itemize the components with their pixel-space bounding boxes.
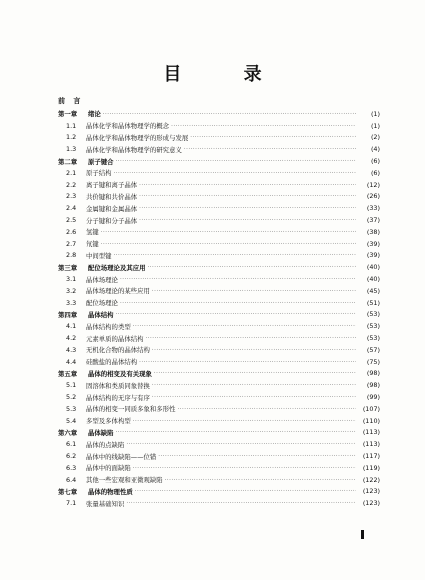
toc-entry-label: 晶体化学和晶体物理学的概念 bbox=[86, 122, 170, 131]
toc-entry-label: 离子键和离子晶体 bbox=[86, 181, 138, 190]
toc-entry-page: (6) bbox=[370, 157, 380, 166]
dot-leader bbox=[152, 288, 356, 294]
toc-entry-page: (26) bbox=[366, 192, 380, 201]
toc-entry-label: 无机化合物的晶体结构 bbox=[86, 346, 150, 355]
toc-entry-label: 配位场理论 bbox=[86, 299, 118, 308]
dot-leader bbox=[116, 429, 356, 435]
margin-mark bbox=[361, 530, 364, 539]
toc-entry-label: 原子结构 bbox=[86, 169, 112, 178]
toc-section-row[interactable] bbox=[58, 344, 380, 356]
toc-section-row[interactable] bbox=[58, 285, 380, 297]
toc-section-row[interactable] bbox=[58, 474, 380, 486]
toc-entry-label: 分子键和分子晶体 bbox=[86, 216, 138, 225]
toc-entry-page: (123) bbox=[362, 487, 380, 496]
toc-entry-number: 2.4 bbox=[66, 204, 77, 213]
toc-entry-page: (39) bbox=[366, 239, 380, 248]
toc-entry-page: (99) bbox=[366, 393, 380, 402]
toc-entry-number: 第七章 bbox=[58, 487, 78, 496]
toc-section-row[interactable] bbox=[58, 179, 380, 191]
preface-heading: 前 言 bbox=[58, 97, 84, 105]
dot-leader bbox=[171, 123, 356, 129]
toc-entry-number: 2.7 bbox=[66, 239, 77, 248]
toc-chapter-row[interactable] bbox=[58, 155, 380, 167]
toc-entry-page: (53) bbox=[366, 322, 380, 331]
toc-entry-number: 5.1 bbox=[66, 381, 77, 390]
dot-leader bbox=[114, 170, 356, 176]
dot-leader bbox=[135, 488, 356, 494]
toc-entry-label: 晶体结构的类型 bbox=[86, 322, 131, 331]
dot-leader bbox=[152, 394, 356, 400]
toc-entry-page: (113) bbox=[362, 440, 380, 449]
toc-section-row[interactable] bbox=[58, 238, 380, 250]
toc-entry-label: 金属键和金属晶体 bbox=[86, 204, 138, 213]
dot-leader bbox=[139, 205, 356, 211]
toc-entry-label: 硅酸盐的晶体结构 bbox=[86, 358, 138, 367]
dot-leader bbox=[101, 241, 356, 247]
toc-entry-page: (40) bbox=[366, 275, 380, 284]
toc-section-row[interactable] bbox=[58, 297, 380, 309]
toc-entry-label: 氘键 bbox=[86, 240, 99, 249]
toc-section-row[interactable] bbox=[58, 167, 380, 179]
toc-entry-page: (117) bbox=[362, 452, 380, 460]
toc-entry-number: 第二章 bbox=[58, 157, 78, 166]
toc-chapter-row[interactable] bbox=[58, 486, 380, 498]
toc-entry-number: 7.1 bbox=[66, 499, 77, 508]
dot-leader bbox=[133, 323, 356, 329]
toc-entry-page: (98) bbox=[366, 369, 380, 378]
toc-entry-number: 2.6 bbox=[66, 227, 77, 236]
dot-leader bbox=[184, 146, 356, 152]
toc-entry-page: (38) bbox=[366, 227, 380, 236]
dot-leader bbox=[116, 311, 356, 317]
toc-entry-page: (1) bbox=[370, 109, 380, 118]
toc-entry-label: 其他一些宏观和亚微观缺陷 bbox=[86, 476, 163, 485]
dot-leader bbox=[133, 465, 356, 471]
toc-entry-page: (122) bbox=[362, 475, 380, 484]
dot-leader bbox=[148, 264, 356, 270]
dot-leader bbox=[152, 382, 356, 388]
toc-entry-label: 固溶体和类质同象替换 bbox=[86, 381, 150, 390]
toc-section-row[interactable] bbox=[58, 379, 380, 391]
page-title: 目 录 bbox=[163, 64, 290, 85]
toc-entry-page: (119) bbox=[362, 463, 380, 472]
dot-leader bbox=[139, 193, 356, 199]
toc-entry-page: (4) bbox=[370, 145, 380, 154]
dot-leader bbox=[103, 111, 356, 117]
toc-entry-number: 3.3 bbox=[66, 298, 77, 307]
toc-section-row[interactable] bbox=[58, 462, 380, 474]
toc-entry-number: 4.1 bbox=[66, 322, 77, 331]
dot-leader bbox=[139, 359, 356, 365]
toc-chapter-row[interactable] bbox=[58, 261, 380, 273]
toc-section-row[interactable] bbox=[58, 132, 380, 144]
toc-entry-page: (40) bbox=[366, 263, 380, 272]
toc-entry-page: (107) bbox=[362, 404, 380, 413]
toc-entry-number: 1.2 bbox=[66, 133, 77, 142]
toc-section-row[interactable] bbox=[58, 497, 380, 509]
toc-entry-number: 3.1 bbox=[66, 275, 77, 284]
toc-entry-label: 晶体的相变一同质多象和多形性 bbox=[86, 405, 176, 414]
toc-entries bbox=[58, 108, 380, 509]
toc-entry-page: (123) bbox=[362, 499, 380, 508]
dot-leader bbox=[133, 418, 356, 424]
toc-section-row[interactable] bbox=[58, 250, 380, 262]
toc-section-row[interactable] bbox=[58, 120, 380, 132]
toc-entry-number: 5.4 bbox=[66, 416, 77, 425]
toc-entry-number: 第四章 bbox=[58, 310, 78, 319]
toc-entry-number: 1.1 bbox=[66, 121, 77, 130]
toc-entry-label: 晶体化学和晶体物理学的研究意义 bbox=[86, 145, 182, 154]
toc-entry-number: 3.2 bbox=[66, 286, 77, 295]
toc-entry-number: 2.1 bbox=[66, 168, 77, 177]
toc-chapter-row[interactable] bbox=[58, 427, 380, 439]
toc-entry-label: 晶体的点缺陷 bbox=[86, 440, 125, 449]
toc-entry-label: 元素单质的晶体结构 bbox=[86, 334, 144, 343]
toc-entry-number: 6.3 bbox=[66, 463, 77, 472]
toc-section-row[interactable] bbox=[58, 214, 380, 226]
toc-entry-page: (53) bbox=[366, 334, 380, 343]
toc-entry-label: 氢键 bbox=[86, 228, 99, 237]
toc-entry-label: 中间型键 bbox=[86, 251, 112, 260]
toc-entry-page: (75) bbox=[366, 357, 380, 366]
toc-entry-number: 5.3 bbox=[66, 404, 77, 413]
toc-entry-number: 第六章 bbox=[58, 428, 78, 437]
dot-leader bbox=[101, 229, 356, 235]
toc-section-row[interactable] bbox=[58, 143, 380, 155]
toc-entry-page: (1) bbox=[370, 121, 380, 130]
toc-section-row[interactable] bbox=[58, 320, 380, 332]
toc-entry-label: 多型及多体构型 bbox=[86, 417, 131, 426]
toc-entry-page: (51) bbox=[366, 298, 380, 307]
dot-leader bbox=[126, 500, 356, 506]
toc-entry-number: 第一章 bbox=[58, 110, 78, 119]
toc-entry-label: 晶体的相变及有关现象 bbox=[88, 369, 152, 378]
toc-entry-label: 晶体化学和晶体物理学的形成与发展 bbox=[86, 133, 189, 142]
toc-entry-page: (57) bbox=[366, 345, 380, 354]
dot-leader bbox=[114, 252, 356, 258]
dot-leader bbox=[154, 370, 356, 376]
dot-leader bbox=[158, 453, 356, 459]
toc-entry-label: 原子键合 bbox=[88, 157, 114, 166]
toc-entry-page: (2) bbox=[370, 133, 380, 142]
toc-section-row[interactable] bbox=[58, 450, 380, 462]
toc-section-row[interactable] bbox=[58, 391, 380, 403]
dot-leader bbox=[139, 217, 356, 223]
toc-entry-page: (98) bbox=[366, 381, 380, 390]
toc-entry-number: 6.1 bbox=[66, 440, 77, 449]
toc-entry-page: (53) bbox=[366, 310, 380, 319]
toc-entry-number: 4.4 bbox=[66, 357, 77, 366]
toc-section-row[interactable] bbox=[58, 191, 380, 203]
toc-section-row[interactable] bbox=[58, 438, 380, 450]
toc-entry-label: 晶体中的面缺陷 bbox=[86, 464, 131, 473]
toc-entry-label: 张量基础知识 bbox=[86, 499, 125, 508]
toc-entry-number: 5.2 bbox=[66, 393, 77, 402]
toc-entry-number: 第三章 bbox=[58, 263, 78, 272]
dot-leader bbox=[152, 347, 356, 353]
toc-entry-label: 晶体结构 bbox=[88, 310, 114, 319]
toc-section-row[interactable] bbox=[58, 356, 380, 368]
toc-entry-label: 晶体中的线缺陷——位错 bbox=[86, 452, 157, 461]
toc-entry-number: 第五章 bbox=[58, 369, 78, 378]
toc-section-row[interactable] bbox=[58, 273, 380, 285]
toc-section-row[interactable] bbox=[58, 415, 380, 427]
toc-entry-page: (33) bbox=[366, 204, 380, 213]
toc-entry-page: (45) bbox=[366, 286, 380, 295]
toc-entry-number: 4.2 bbox=[66, 334, 77, 343]
table-of-contents bbox=[58, 96, 380, 509]
toc-entry-label: 绪论 bbox=[88, 110, 101, 119]
toc-entry-number: 2.3 bbox=[66, 192, 77, 201]
toc-entry-label: 晶体缺陷 bbox=[88, 428, 114, 437]
toc-entry-number: 6.4 bbox=[66, 475, 77, 484]
dot-leader bbox=[116, 158, 356, 164]
dot-leader bbox=[120, 276, 356, 282]
toc-entry-label: 晶体的物理性质 bbox=[88, 487, 133, 496]
toc-chapter-row[interactable] bbox=[58, 309, 380, 321]
dot-leader bbox=[190, 134, 356, 140]
dot-leader bbox=[165, 477, 356, 483]
toc-entry-number: 1.3 bbox=[66, 145, 77, 154]
toc-entry-label: 共价键和共价晶体 bbox=[86, 192, 138, 201]
dot-leader bbox=[120, 300, 356, 306]
toc-entry-page: (12) bbox=[366, 180, 380, 189]
toc-entry-number: 2.5 bbox=[66, 216, 77, 225]
toc-entry-label: 晶体场理论的某些应用 bbox=[86, 287, 150, 296]
toc-entry-number: 2.8 bbox=[66, 251, 77, 260]
toc-section-row[interactable] bbox=[58, 202, 380, 214]
toc-entry-number: 2.2 bbox=[66, 180, 77, 189]
toc-entry-page: (6) bbox=[370, 168, 380, 177]
toc-section-row[interactable] bbox=[58, 226, 380, 238]
toc-entry-page: (39) bbox=[366, 251, 380, 260]
toc-entry-page: (113) bbox=[362, 428, 380, 437]
toc-entry-number: 6.2 bbox=[66, 452, 77, 460]
toc-entry-label: 晶体场理论 bbox=[86, 275, 118, 284]
toc-chapter-row[interactable] bbox=[58, 108, 380, 120]
toc-entry-label: 配位场理论及其应用 bbox=[88, 263, 146, 272]
dot-leader bbox=[139, 182, 356, 188]
dot-leader bbox=[126, 441, 356, 447]
dot-leader bbox=[146, 335, 356, 341]
toc-entry-page: (110) bbox=[362, 416, 380, 425]
toc-entry-number: 4.3 bbox=[66, 345, 77, 354]
toc-section-row[interactable] bbox=[58, 403, 380, 415]
toc-entry-label: 晶体结构的无序与有序 bbox=[86, 393, 150, 402]
toc-chapter-row[interactable] bbox=[58, 368, 380, 380]
toc-section-row[interactable] bbox=[58, 332, 380, 344]
toc-entry-page: (37) bbox=[366, 216, 380, 225]
dot-leader bbox=[177, 406, 356, 412]
